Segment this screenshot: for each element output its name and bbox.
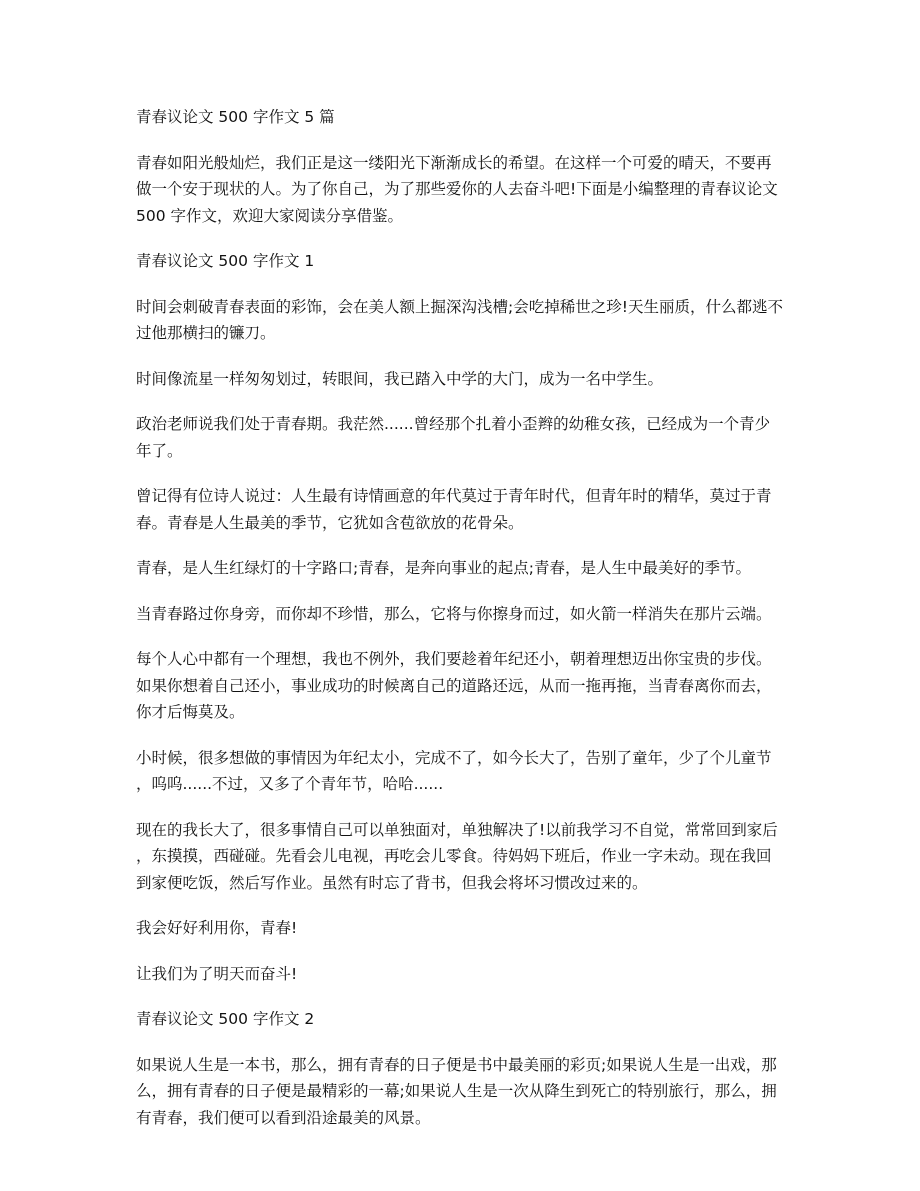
intro-paragraph: 青春如阳光般灿烂，我们正是这一缕阳光下渐渐成长的希望。在这样一个可爱的晴天，不要再做一个安于现状的人。为了你自己，为了那些爱你的人去奋斗吧!下面是小编整理的青春议论文 500 字作文，欢迎大家阅读分享借鉴。: [136, 153, 778, 225]
essay-1-paragraph: 曾记得有位诗人说过：人生最有诗情画意的年代莫过于青年时代，但青年时的精华，莫过于青春。青春是人生最美的季节，它犹如含苞欲放的花骨朵。: [136, 487, 772, 532]
essay-1-paragraph: 当青春路过你身旁，而你却不珍惜，那么，它将与你擦身而过，如火箭一样消失在那片云端。: [136, 604, 772, 623]
essay-2-heading: 青春议论文 500 字作文 2: [136, 1010, 315, 1028]
document-title: 青春议论文 500 字作文 5 篇: [136, 108, 335, 126]
essay-2-paragraph: 如果说人生是一本书，那么，拥有青春的日子便是书中最美丽的彩页;如果说人生是一出戏，那么，拥有青春的日子便是最精彩的一幕;如果说人生是一次从降生到死亡的特别旅行，那么，拥有青春，我们便可以看到沿途最美的风景。: [136, 1055, 777, 1127]
essay-1-paragraph: 让我们为了明天而奋斗!: [136, 964, 298, 983]
essay-1-paragraph: 时间像流星一样匆匆划过，转眼间，我已踏入中学的大门，成为一名中学生。: [136, 369, 664, 388]
document-page: [136, 104, 784, 1150]
essay-1-paragraph: 小时候，很多想做的事情因为年纪太小，完成不了，如今长大了，告别了童年，少了个儿童节，呜呜......不过，又多了个青年节，哈哈......: [136, 748, 772, 793]
essay-1-paragraph: 我会好好利用你，青春!: [136, 919, 298, 937]
essay-1-paragraph: 青春，是人生红绿灯的十字路口;青春，是奔向事业的起点;青春，是人生中最美好的季节。: [136, 559, 751, 577]
essay-1-heading: 青春议论文 500 字作文 1: [136, 252, 315, 270]
essay-1-paragraph: 政治老师说我们处于青春期。我茫然......曾经那个扎着小歪辫的幼稚女孩，已经成为一个青少年了。: [136, 415, 771, 460]
essay-1-paragraph: 每个人心中都有一个理想，我也不例外，我们要趁着年纪还小，朝着理想迈出你宝贵的步伐。如果你想着自己还小，事业成功的时候离自己的道路还远，从而一拖再拖，当青春离你而去，你才后悔莫及。: [136, 650, 772, 721]
essay-1-paragraph: 现在的我长大了，很多事情自己可以单独面对，单独解决了!以前我学习不自觉，常常回到家后，东摸摸，西碰碰。先看会儿电视，再吃会儿零食。待妈妈下班后，作业一字未动。现在我回到家便吃饭，然后写作业。虽然有时忘了背书，但我会将坏习惯改过来的。: [136, 820, 778, 892]
essay-1-paragraph: 时间会刺破青春表面的彩饰，会在美人额上掘深沟浅槽;会吃掉稀世之珍!天生丽质，什么都逃不过他那横扫的镰刀。: [136, 297, 783, 342]
